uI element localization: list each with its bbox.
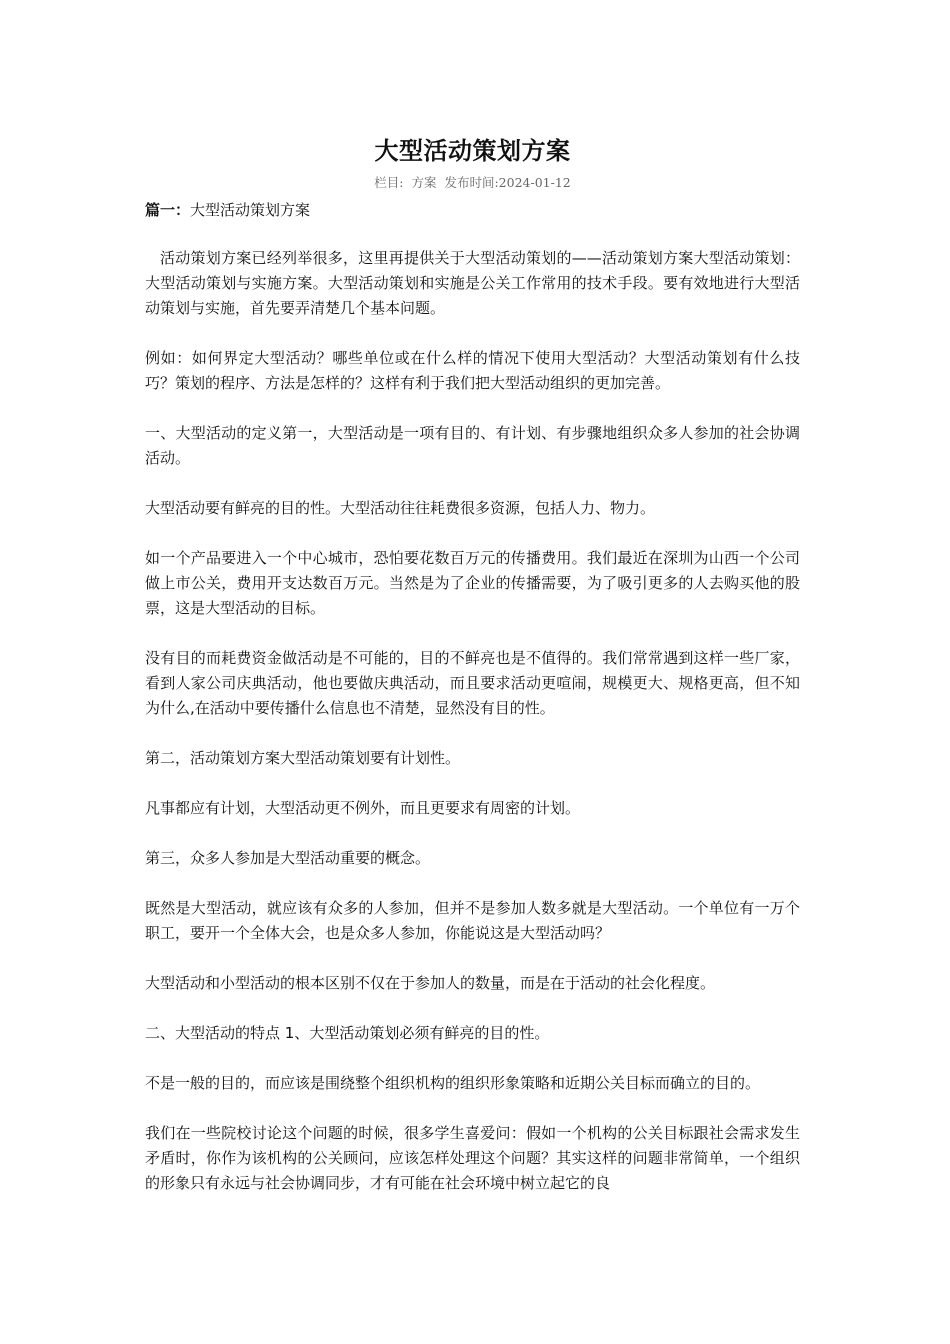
paragraph: 没有目的而耗费资金做活动是不可能的，目的不鲜亮也是不值得的。我们常常遇到这样一些厂家，看到人家公司庆典活动，他也要做庆典活动，而且要求活动更喧闹，规模更大、规格更高，但不知为什么,在活动中要传播什么信息也不清楚，显然没有目的性。 — [145, 649, 800, 717]
paragraph: 不是一般的目的，而应该是围绕整个组织机构的组织形象策略和近期公关目标而确立的目的。 — [145, 1074, 761, 1092]
section-title: 大型活动策划方案 — [190, 201, 311, 219]
paragraph: 凡事都应有计划，大型活动更不例外，而且更要求有周密的计划。 — [145, 799, 581, 817]
paragraph: 一、大型活动的定义第一，大型活动是一项有目的、有计划、有步骤地组织众多人参加的社会协调活动。 — [145, 424, 800, 467]
paragraph: 第三，众多人参加是大型活动重要的概念。 — [145, 849, 431, 867]
paragraph: 二、大型活动的特点 1、大型活动策划必须有鲜亮的目的性。 — [145, 1024, 550, 1042]
paragraph: 第二，活动策划方案大型活动策划要有计划性。 — [145, 749, 461, 767]
publish-date-label: 发布时间: — [444, 175, 499, 190]
paragraph: 大型活动要有鲜亮的目的性。大型活动往往耗费很多资源，包括人力、物力。 — [145, 499, 656, 517]
publish-date-value: 2024-01-12 — [498, 175, 571, 190]
paragraph: 活动策划方案已经列举很多，这里再提供关于大型活动策划的——活动策划方案大型活动策划：大型活动策划与实施方案。大型活动策划和实施是公关工作常用的技术手段。要有效地进行大型活动策划与实施，首先要弄清楚几个基本问题。 — [145, 249, 800, 317]
section-heading — [145, 198, 800, 222]
paragraph: 如一个产品要进入一个中心城市，恐怕要花数百万元的传播费用。我们最近在深圳为山西一个公司做上市公关，费用开支达数百万元。当然是为了企业的传播需要，为了吸引更多的人去购买他的股票，这是大型活动的目标。 — [145, 549, 800, 617]
page-title: 大型活动策划方案 — [374, 137, 571, 165]
paragraph: 例如：如何界定大型活动？哪些单位或在什么样的情况下使用大型活动？大型活动策划有什么技巧？策划的程序、方法是怎样的？这样有利于我们把大型活动组织的更加完善。 — [145, 349, 800, 392]
column-value: 方案 — [411, 175, 437, 190]
column-label: 栏目: — [374, 175, 404, 190]
paragraph: 既然是大型活动，就应该有众多的人参加，但并不是参加人数多就是大型活动。一个单位有一万个职工，要开一个全体大会，也是众多人参加，你能说这是大型活动吗？ — [145, 899, 800, 942]
article-meta — [145, 174, 800, 192]
section-label: 篇一： — [145, 201, 191, 219]
article-body — [145, 246, 800, 1196]
paragraph: 大型活动和小型活动的根本区别不仅在于参加人的数量，而是在于活动的社会化程度。 — [145, 974, 716, 992]
paragraph: 我们在一些院校讨论这个问题的时候，很多学生喜爱问：假如一个机构的公关目标跟社会需求发生矛盾时，你作为该机构的公关顾问，应该怎样处理这个问题？其实这样的问题非常简单，一个组织的形象只有永远与社会协调同步，才有可能在社会环境中树立起它的良 — [145, 1124, 800, 1192]
document-page — [145, 0, 800, 1221]
